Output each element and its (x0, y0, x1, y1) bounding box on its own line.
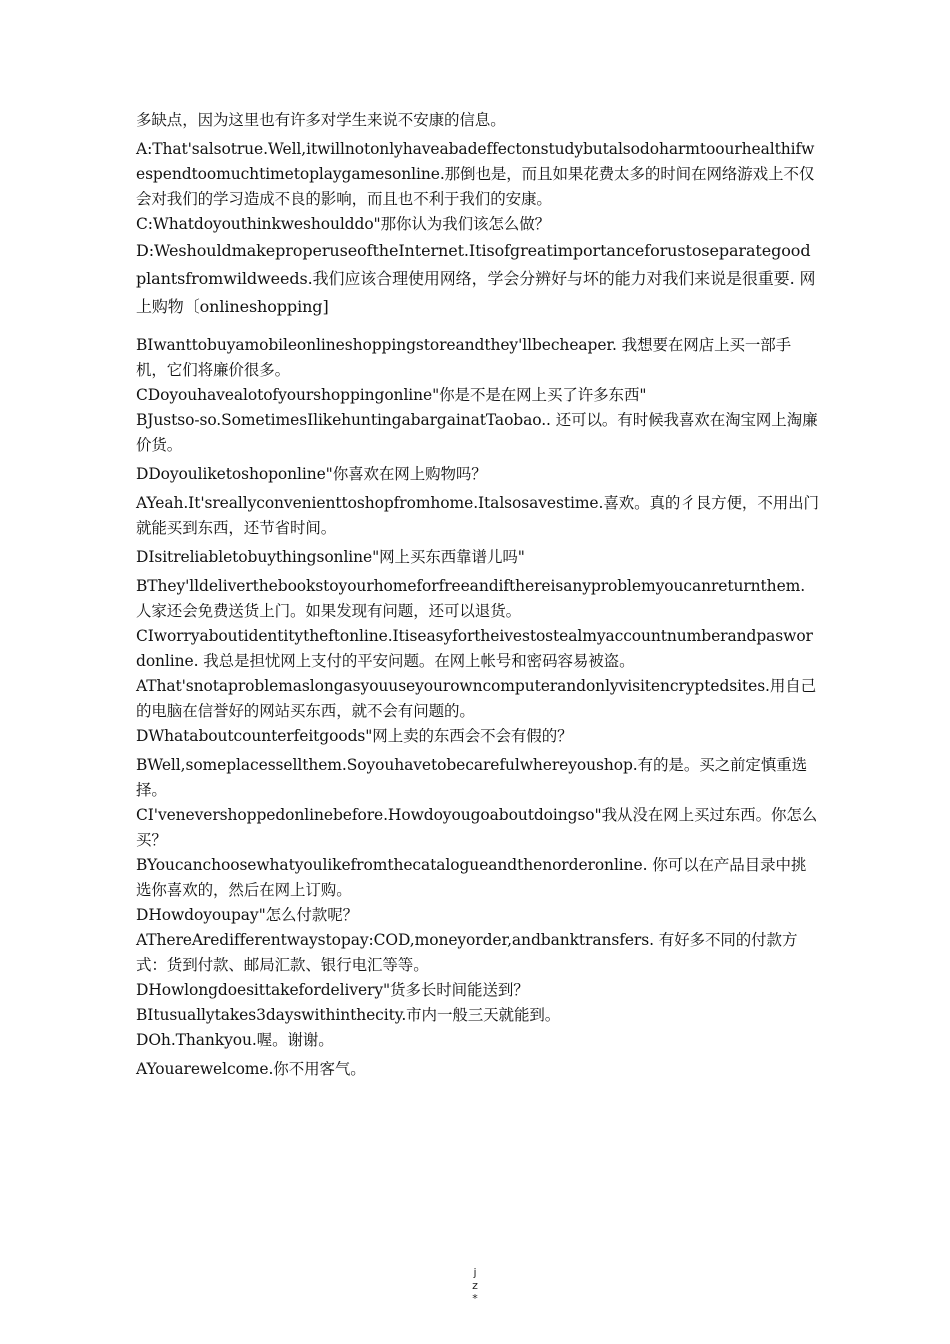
paragraph-9: AYeah.It'sreallyconvenienttoshopfromhome.Italsosavestime.喜欢。真的彳艮方便，不用出门就能买到东西，还节省时间。 (136, 494, 819, 537)
paragraph-18: DHowdoyoupay"怎么付款呢？ (136, 906, 359, 924)
paragraph-21: BItusuallytakes3dayswithinthecity.市内一般三天就能到。 (136, 1006, 561, 1024)
paragraph-12: CIworryaboutidentitytheftonline.Itiseasyfortheivestostealmyaccountnumberandpaswordonline. 我总是担忧网上支付的平安问题。在网上帐号和密码容易被盗。 (136, 627, 813, 670)
footer-char-2: z (472, 1279, 478, 1292)
paragraph-22: DOh.Thankyou.喔。谢谢。 (136, 1031, 334, 1049)
paragraph-4: D:WeshouldmakeproperuseoftheInternet.Itisofgreatimportanceforustoseparategoodplantsfromwildweeds.我们应该合理使用网络，学会分辨好与坏的能力对我们来说是很重要. 网上购物〔onlineshopping] (136, 241, 816, 316)
paragraph-8: DDoyouliketoshoponline"你喜欢在网上购物吗？ (136, 465, 487, 483)
paragraph-15: BWell,someplacessellthem.Soyouhavetobecarefulwhereyoushop.有的是。买之前定慎重选择。 (136, 756, 808, 799)
paragraph-19: AThereAredifferentwaystopay:COD,moneyorder,andbanktransfers. 有好多不同的付款方式：货到付款、邮局汇款、银行电汇等等。 (136, 931, 798, 974)
paragraph-11: BThey'lldeliverthebookstoyourhomeforfreeandifthereisanyproblemyoucanreturnthem.人家还会免费送货上门。如果发现有问题，还可以退货。 (136, 577, 806, 620)
paragraph-5: BIwanttobuyamobileonlineshoppingstoreandthey'llbecheaper. 我想要在网店上买一部手机，它们将廉价很多。 (136, 336, 792, 379)
footer-char-3: * (472, 1292, 478, 1305)
paragraph-6: CDoyouhavealotofyourshoppingonline"你是不是在网上买了许多东西" (136, 386, 647, 404)
paragraph-20: DHowlongdoesittakefordelivery"货多长时间能送到？ (136, 981, 529, 999)
document-body (136, 108, 820, 1082)
paragraph-3: C:Whatdoyouthinkweshoulddo"那你认为我们该怎么做？ (136, 215, 550, 233)
page-footer (470, 1266, 480, 1305)
paragraph-10: DIsitreliabletobuythingsonline"网上买东西靠谱儿吗" (136, 548, 525, 566)
paragraph-14: DWhataboutcounterfeitgoods"网上卖的东西会不会有假的？ (136, 727, 573, 745)
footer-char-1: j (473, 1266, 477, 1279)
paragraph-13: AThat'snotaproblemaslongasyouuseyourowncomputerandonlyvisitencryptedsites.用自己的电脑在信誉好的网站买东西，就不会有问题的。 (136, 677, 817, 720)
paragraph-23: AYouarewelcome.你不用客气。 (136, 1060, 366, 1078)
paragraph-1: 多缺点，因为这里也有许多对学生来说不安康的信息。 (136, 111, 506, 129)
paragraph-7: BJustso-so.SometimesIlikehuntingabargainatTaobao.. 还可以。有时候我喜欢在淘宝网上淘廉价货。 (136, 411, 818, 454)
paragraph-17: BYoucanchoosewhatyoulikefromthecatalogueandthenorderonline. 你可以在产品目录中挑选你喜欢的，然后在网上订购。 (136, 856, 807, 899)
paragraph-2: A:That'salsotrue.Well,itwillnotonlyhaveabadeffectonstudybutalsodoharmtoourhealthifwespendtoomuchtimetoplaygamesonline.那倒也是，而且如果花费太多的时间在网络游戏上不仅会对我们的学习造成不良的影响，而且也不利于我们的安康。 (136, 140, 815, 208)
paragraph-16: CI'venevershoppedonlinebefore.Howdoyougoaboutdoingso"我从没在网上买过东西。你怎么买？ (136, 806, 818, 849)
